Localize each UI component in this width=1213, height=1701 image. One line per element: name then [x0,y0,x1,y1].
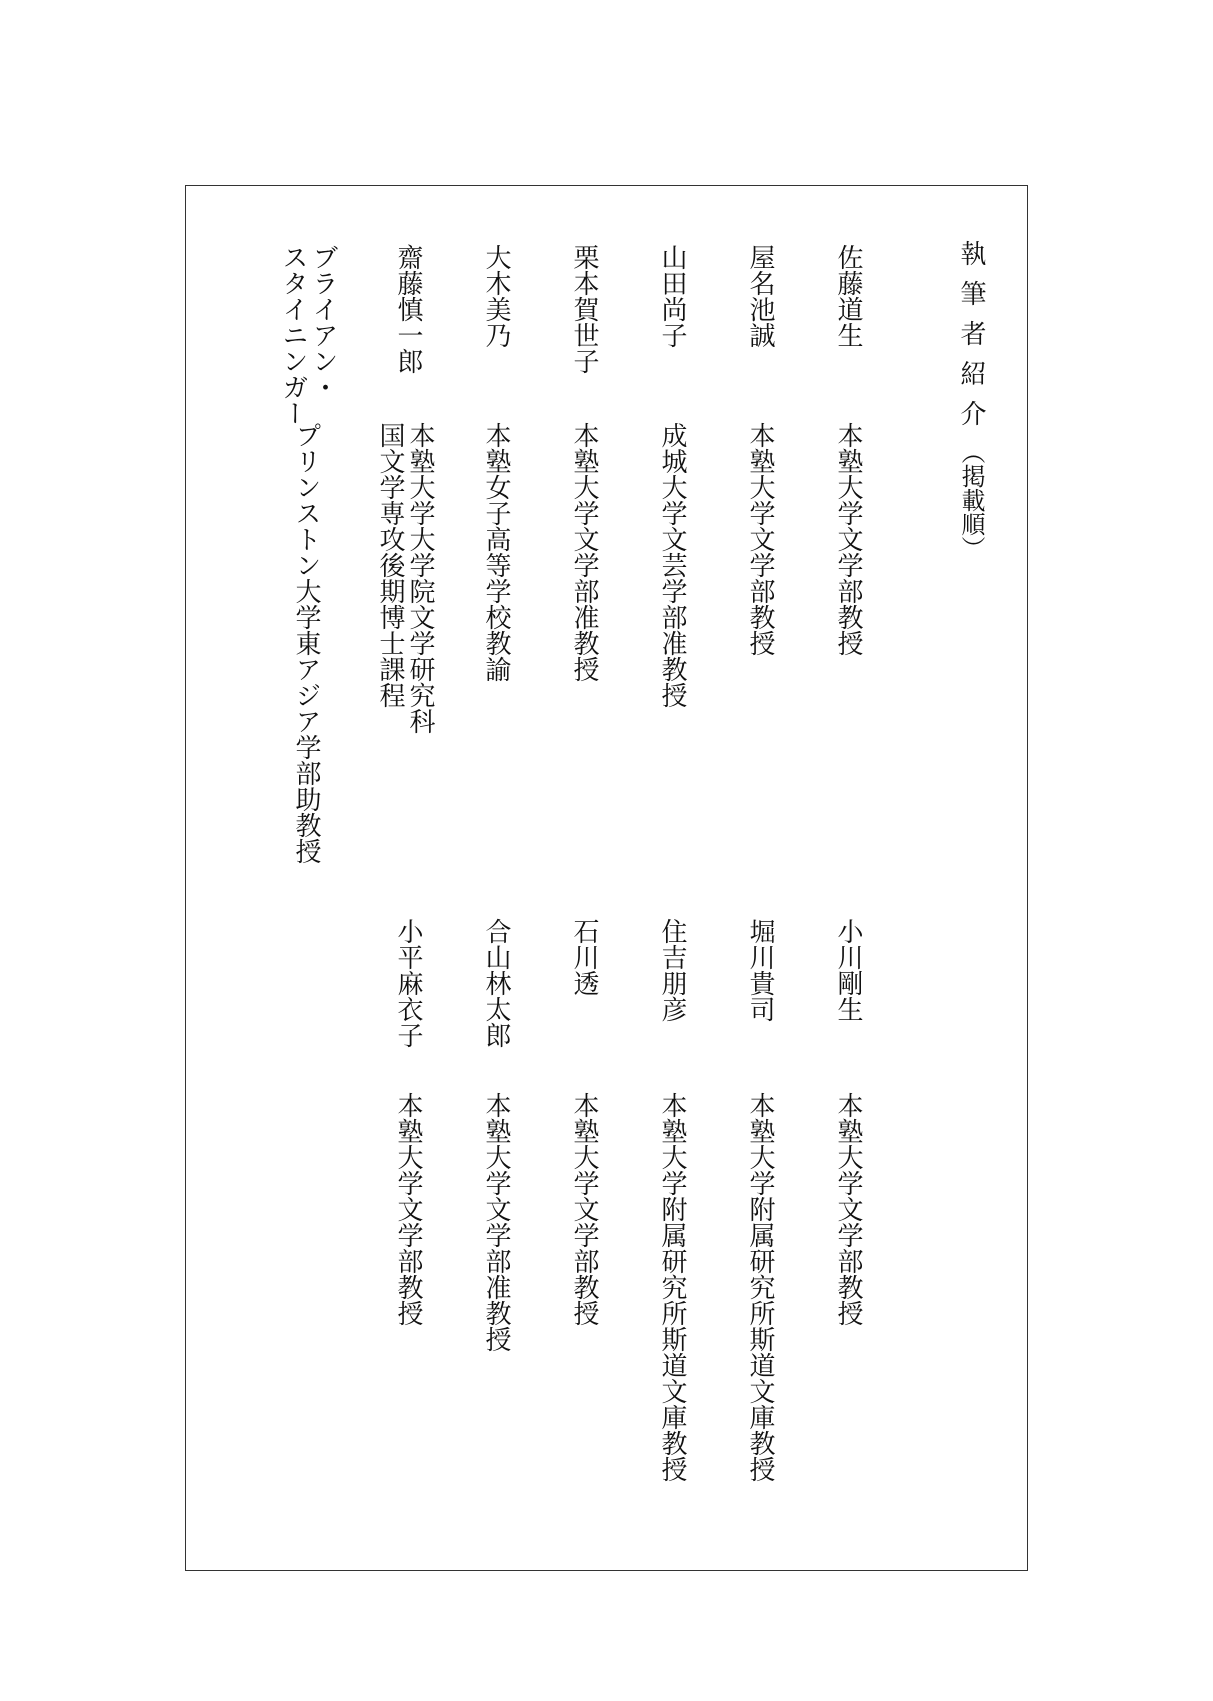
contributor-affiliation: 本塾大学文学部教授 [569,1092,599,1326]
contributor-affiliation-multiline [377,422,433,734]
contributor-name: 屋名池誠 [745,244,775,348]
page-title [958,240,984,560]
contributor-name: 合山林太郎 [481,918,511,1048]
contributor-name-line: スタイニンガー [278,244,308,426]
contributor-affiliation: 本塾女子高等学校教諭 [481,422,511,682]
contributor-affiliation-line: 本塾大学大学院文学研究科 [405,422,435,734]
contributor-name: 石川透 [569,918,599,996]
contributor-name: 佐藤道生 [833,244,863,348]
contributor-affiliation: 本塾大学文学部教授 [833,1092,863,1326]
contributor-name: 大木美乃 [481,244,511,348]
contributor-name-line: ブライアン・ [308,244,338,400]
contributor-name: 山田尚子 [657,244,687,348]
contributor-name: 齋藤慎一郎 [393,244,423,374]
contributor-affiliation-line: 国文学専攻後期博士課程 [375,422,405,708]
contributor-affiliation: 本塾大学文学部准教授 [569,422,599,682]
contributor-affiliation: 本塾大学文学部教授 [393,1092,423,1326]
contributor-affiliation: 本塾大学附属研究所斯道文庫教授 [657,1092,687,1482]
contributor-name: 住吉朋彦 [657,918,687,1022]
contributor-affiliation: 本塾大学附属研究所斯道文庫教授 [745,1092,775,1482]
contributor-name: 堀川貴司 [745,918,775,1022]
contributor-name-multiline [280,244,336,426]
page-title-text: 執筆者紹介 [956,240,986,440]
contributor-affiliation: 本塾大学文学部准教授 [481,1092,511,1352]
contributor-affiliation: 本塾大学文学部教授 [745,422,775,656]
contributor-name: 栗本賀世子 [569,244,599,374]
contributor-name: 小平麻衣子 [393,918,423,1048]
page-title-note: （掲載順） [957,440,985,560]
contributor-affiliation: 成城大学文芸学部准教授 [657,422,687,708]
contributor-affiliation: 本塾大学文学部教授 [833,422,863,656]
contributor-name: 小川剛生 [833,918,863,1022]
contributor-affiliation: プリンストン大学東アジア学部助教授 [291,422,321,864]
